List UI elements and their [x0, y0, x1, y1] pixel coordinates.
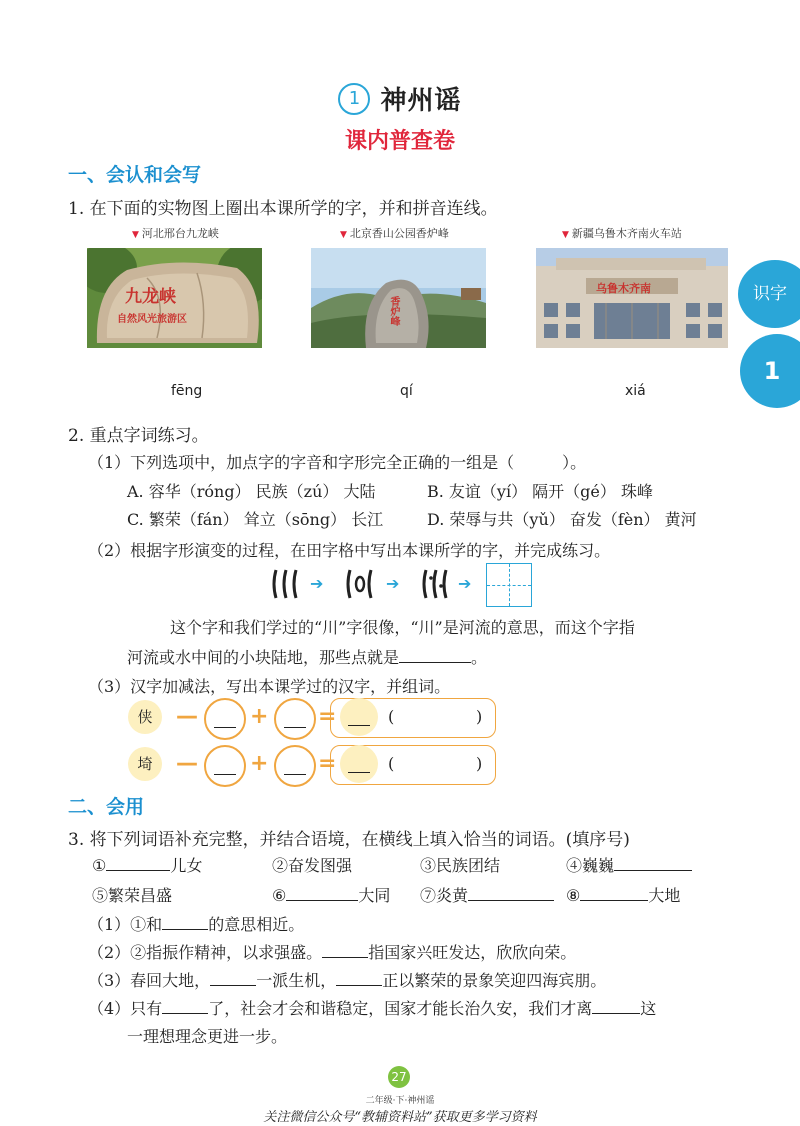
answer-blank[interactable]	[614, 856, 692, 871]
answer-blank[interactable]	[162, 999, 208, 1014]
station-illustration	[536, 248, 728, 348]
equals-sign: =	[318, 704, 337, 729]
lesson-title: 神州谣	[380, 86, 462, 116]
arrow-icon: ➔	[458, 574, 472, 593]
photo-caption-3: ▼ 新疆乌鲁木齐南火车站	[562, 227, 682, 240]
glyph-evolution-1	[270, 566, 304, 606]
word-item-2: ②奋发图强	[272, 856, 353, 875]
paren-open: (	[388, 754, 395, 773]
word-item-5: ⑤繁荣昌盛	[92, 886, 173, 905]
word-item-6: ⑥ 大同	[272, 886, 391, 905]
plus-sign: +	[250, 751, 269, 776]
answer-blank[interactable]	[592, 999, 640, 1014]
exam-subtitle: 课内普查卷	[344, 128, 455, 154]
arrow-icon: ➔	[386, 574, 400, 593]
word-item-7: ⑦炎黄	[420, 883, 554, 906]
answer-blank[interactable]	[399, 648, 471, 663]
glyph-evolution-2	[344, 566, 378, 606]
q3-sub4-line2: 一理想理念更进一步。	[127, 1027, 288, 1046]
photo-urumqi-station[interactable]	[536, 248, 728, 348]
q2-part2-paragraph-line2: 河流或水中间的小块陆地，那些点就是 。	[127, 648, 488, 667]
plus-sign: +	[250, 704, 269, 729]
answer-circle[interactable]	[204, 745, 246, 787]
book-info: 二年级·下·神州谣	[365, 1096, 435, 1106]
question-1-text: 1. 在下面的实物图上圈出本课所学的字，并和拼音连线。	[68, 199, 498, 219]
pinyin-option-3[interactable]: xiá	[625, 383, 646, 399]
photo-xianglufeng-rock[interactable]	[311, 248, 486, 348]
ancient-glyph-3	[420, 566, 454, 602]
answer-blank[interactable]	[106, 856, 170, 871]
minus-sign: —	[176, 704, 198, 729]
side-tab-unit	[740, 334, 800, 408]
result-char-circle[interactable]	[340, 698, 378, 736]
q3-sub2: （2）②指振作精神，以求强盛。 指国家兴旺发达，欣欣向荣。	[88, 943, 577, 962]
photo-caption-2: ▼ 北京香山公园香炉峰	[340, 227, 449, 240]
answer-blank[interactable]	[322, 943, 368, 958]
lesson-number-badge: 1	[338, 83, 370, 115]
source-char: 埼	[128, 747, 162, 781]
answer-blank[interactable]	[580, 886, 648, 901]
station-sign-text: 乌鲁木齐南	[596, 282, 651, 295]
rock-sign-text-2: 自然风光旅游区	[117, 314, 187, 325]
q2-part3-stem: （3）汉字加减法，写出本课学过的汉字，并组词。	[88, 677, 451, 696]
word-item-3: ③民族团结	[420, 856, 501, 875]
section-title-1: 一、会认和会写	[68, 164, 202, 186]
word-item-4: ④巍巍	[566, 853, 692, 876]
glyph-evolution-3	[420, 566, 454, 606]
source-char: 侠	[128, 700, 162, 734]
watermark-text: 关注微信公众号“教辅资料站”获取更多学习资料	[263, 1110, 537, 1125]
q2-option-d[interactable]: D. 荣辱与共（yǔ） 奋发（fèn） 黄河	[427, 510, 697, 529]
page-number: 27	[388, 1066, 410, 1088]
answer-blank[interactable]	[336, 971, 382, 986]
rock-sign-text-3: 香炉峰	[388, 296, 399, 326]
result-char-circle[interactable]	[340, 745, 378, 783]
q3-sub1: （1）①和 的意思相近。	[88, 915, 305, 934]
side-tab-category	[738, 260, 800, 328]
pinyin-option-2[interactable]: qí	[400, 383, 413, 399]
answer-circle[interactable]	[274, 698, 316, 740]
paren-close: )	[476, 754, 483, 773]
answer-circle[interactable]	[204, 698, 246, 740]
side-tab-unit-label: 1	[763, 357, 781, 385]
q2-part1-stem: （1）下列选项中，加点字的字音和字形完全正确的一组是（ ）。	[88, 453, 587, 472]
ancient-glyph-2	[344, 566, 378, 602]
q2-option-a[interactable]: A. 容华（róng） 民族（zú） 大陆	[127, 482, 376, 501]
answer-blank[interactable]	[162, 915, 208, 930]
tian-grid-box[interactable]	[486, 563, 532, 607]
lesson-header	[0, 80, 800, 117]
q3-sub3: （3）春回大地， 一派生机， 正以繁荣的景象笑迎四海宾朋。	[88, 971, 607, 990]
minus-sign: —	[176, 751, 198, 776]
answer-blank[interactable]	[286, 886, 358, 901]
section-title-2: 二、会用	[68, 796, 145, 818]
answer-blank[interactable]	[468, 886, 554, 901]
q2-part2-stem: （2）根据字形演变的过程，在田字格中写出本课所学的字，并完成练习。	[88, 541, 611, 560]
arrow-icon: ➔	[310, 574, 324, 593]
answer-circle[interactable]	[274, 745, 316, 787]
word-item-1: ① 儿女	[92, 856, 203, 875]
pinyin-option-1[interactable]: fēng	[171, 383, 203, 399]
paren-close: )	[476, 707, 483, 726]
q2-option-b[interactable]: B. 友谊（yí） 隔开（gé） 珠峰	[427, 482, 653, 501]
rock-sign-text-1: 九龙峡	[125, 287, 176, 307]
question-2-text: 2. 重点字词练习。	[68, 426, 209, 446]
q3-sub4: （4）只有 了，社会才会和谐稳定，国家才能长治久安，我们才离 这	[88, 999, 657, 1018]
word-item-8: ⑧ 大地	[566, 886, 681, 905]
answer-blank[interactable]	[210, 971, 256, 986]
ancient-glyph-1	[270, 566, 304, 602]
q2-option-c[interactable]: C. 繁荣（fán） 耸立（sōng） 长江	[127, 510, 384, 529]
q2-part2-paragraph-line1: 这个字和我们学过的“川”字很像，“川”是河流的意思，而这个字指	[170, 618, 635, 637]
equals-sign: =	[318, 751, 337, 776]
paren-open: (	[388, 707, 395, 726]
side-tab-category-label: 识字	[753, 284, 787, 304]
question-3-text: 3. 将下列词语补充完整，并结合语境，在横线上填入恰当的词语。(填序号)	[68, 830, 630, 850]
photo-caption-1: ▼ 河北邢台九龙峡	[132, 227, 219, 240]
photo-jiulongxia-rock[interactable]	[87, 248, 262, 348]
